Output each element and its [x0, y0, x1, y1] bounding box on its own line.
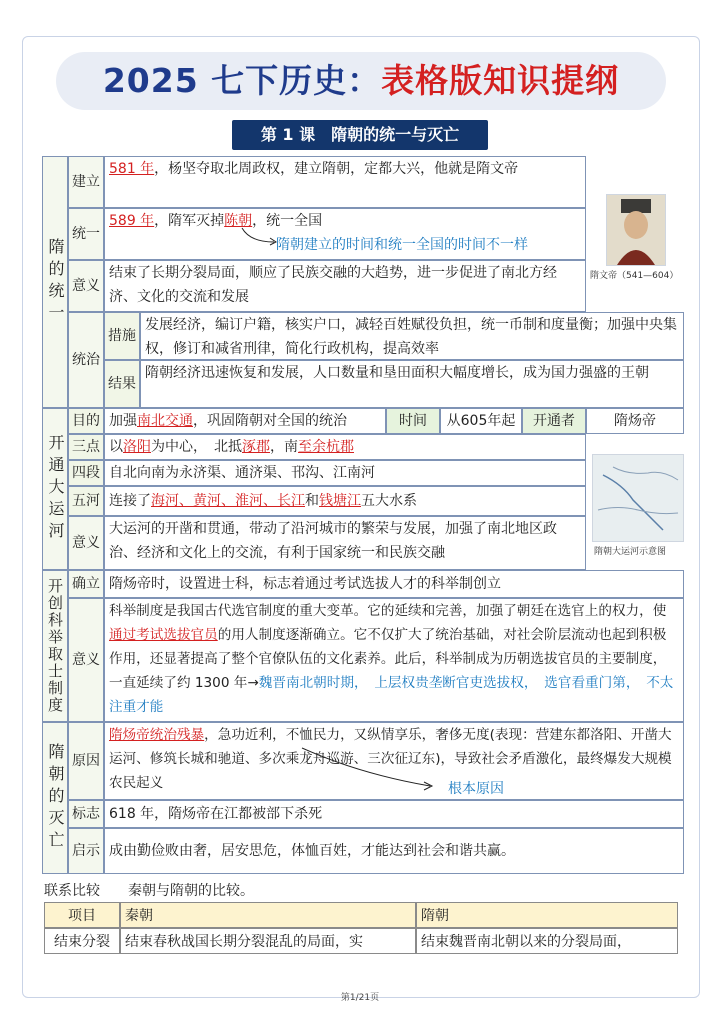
arrow-icon — [240, 226, 280, 246]
map-caption: 隋朝大运河示意图 — [594, 547, 667, 557]
row-label-mudi: 目的 — [68, 408, 104, 434]
arrow-icon-2 — [300, 744, 440, 794]
row-label-yiyi-2: 意义 — [68, 516, 104, 570]
section-title-keju: 开创科举取士制度 — [42, 570, 68, 722]
row-text-yiyi-1: 结束了长期分裂局面，顺应了民族交融的大趋势，进一步促进了南北方经济、文化的交流和发展 — [104, 260, 586, 312]
tongyi-note: 隋朝建立的时间和统一全国的时间不一样 — [276, 237, 528, 253]
row-text-jianli: 581 年，杨坚夺取北周政权，建立隋朝，定都大兴，他就是隋文帝 — [104, 156, 586, 208]
row-label-cuoshi: 措施 — [104, 312, 140, 360]
row-text-siduan: 自北向南为永济渠、通济渠、邗沟、江南河 — [104, 460, 586, 486]
row-label-tongyi: 统一 — [68, 208, 104, 260]
section-title-fall: 隋朝的灭亡 — [42, 722, 68, 874]
canal-map — [592, 454, 684, 542]
row-text-biaozhi: 618 年，隋炀帝在江都被部下杀死 — [104, 800, 684, 828]
row-text-queli: 隋炀帝时，设置进士科，标志着通过考试选拔人才的科举制创立 — [104, 570, 684, 598]
compare-intro: 联系比较 秦朝与隋朝的比较。 — [44, 883, 254, 899]
compare-header-qin: 秦朝 — [120, 902, 416, 928]
row-text-yiyi-2: 大运河的开凿和贯通，带动了沿河城市的繁荣与发展，加强了南北地区政治、经济和文化上的交流，有利于国家统一和民族交融 — [104, 516, 586, 570]
portrait-caption: 隋文帝（541—604） — [590, 271, 679, 281]
row-label-sandian: 三点 — [68, 434, 104, 460]
compare-header-sui: 隋朝 — [416, 902, 678, 928]
page-title — [56, 52, 666, 110]
row-text-yiyi-3: 科举制度是我国古代选官制度的重大变革。它的延续和完善，加强了朝廷在选官上的权力，使通过考试选拔官员的用人制度逐渐确立。它不仅扩大了统治基础，对社会阶层流动也起到积极作用，还显著提高了整个官僚队伍的文化素养。此后，科举制成为历朝选拔官员的主要制度，一直延续了约 1300 年→魏晋南北朝时期， 上层权贵垄断官吏选拔权， 选官看重门第， 不太注重才能 — [104, 598, 684, 722]
yuanyin-note: 根本原因 — [448, 781, 504, 797]
row-text-qishi: 成由勤俭败由奢，居安思危，体恤百姓，才能达到社会和谐共赢。 — [104, 828, 684, 874]
compare-row-label: 结束分裂 — [44, 928, 120, 954]
compare-row-sui: 结束魏晋南北朝以来的分裂局面， — [416, 928, 678, 954]
row-text-yuanyin: 隋炀帝统治残暴，急功近利，不恤民力，又纵情享乐，奢侈无度(表现：营建东都洛阳、开凿大运河、修筑长城和驰道、多次乘龙舟巡游、三次征辽东)，导致社会矛盾激化，最终爆发大规模农民起义 — [104, 722, 684, 800]
row-text-jieguo: 隋朝经济迅速恢复和发展，人口数量和垦田面积大幅度增长，成为国力强盛的王朝 — [140, 360, 684, 408]
lesson-heading: 第 1 课 隋朝的统一与灭亡 — [232, 120, 488, 150]
row-label-jieguo: 结果 — [104, 360, 140, 408]
compare-header-item: 项目 — [44, 902, 120, 928]
row-label-qishi: 启示 — [68, 828, 104, 874]
value-shijian: 从605年起 — [440, 408, 522, 434]
section-title-grand-canal: 开通大运河 — [42, 408, 68, 570]
compare-row-qin: 结束春秋战国长期分裂混乱的局面，实 — [120, 928, 416, 954]
row-text-wuhe: 连接了海河、黄河、淮河、长江和钱塘江五大水系 — [104, 486, 586, 516]
row-label-jianli: 建立 — [68, 156, 104, 208]
keju-note: 魏晋南北朝时期， 上层权贵垄断官吏选拔权， 选官看重门第， 不太注重才能 — [109, 675, 674, 715]
row-label-wuhe: 五河 — [68, 486, 104, 516]
title-part2: 表格版知识提纲 — [381, 61, 620, 100]
row-label-biaozhi: 标志 — [68, 800, 104, 828]
value-kaitongzhe: 隋炀帝 — [586, 408, 684, 434]
page-number: 第1/21页 — [340, 993, 380, 1003]
row-text-mudi: 加强南北交通，巩固隋朝对全国的统治 — [104, 408, 386, 434]
row-label-yiyi-3: 意义 — [68, 598, 104, 722]
title-part1: 2025 七下历史： — [102, 61, 382, 100]
section-title-unification: 隋的统一 — [42, 156, 68, 408]
row-text-tongyi: 589 年，隋军灭掉陈朝，统一全国 — [104, 208, 586, 260]
row-label-yiyi-1: 意义 — [68, 260, 104, 312]
label-kaitongzhe: 开通者 — [522, 408, 586, 434]
row-text-sandian: 以洛阳为中心， 北抵涿郡，南至余杭郡 — [104, 434, 586, 460]
row-label-tongzhi: 统治 — [68, 312, 104, 408]
emperor-portrait — [606, 194, 666, 266]
row-text-cuoshi: 发展经济，编订户籍，核实户口，减轻百姓赋役负担，统一币制和度量衡；加强中央集权，修订和减省刑律，简化行政机构，提高效率 — [140, 312, 684, 360]
label-shijian: 时间 — [386, 408, 440, 434]
row-label-yuanyin: 原因 — [68, 722, 104, 800]
row-label-queli: 确立 — [68, 570, 104, 598]
row-label-siduan: 四段 — [68, 460, 104, 486]
